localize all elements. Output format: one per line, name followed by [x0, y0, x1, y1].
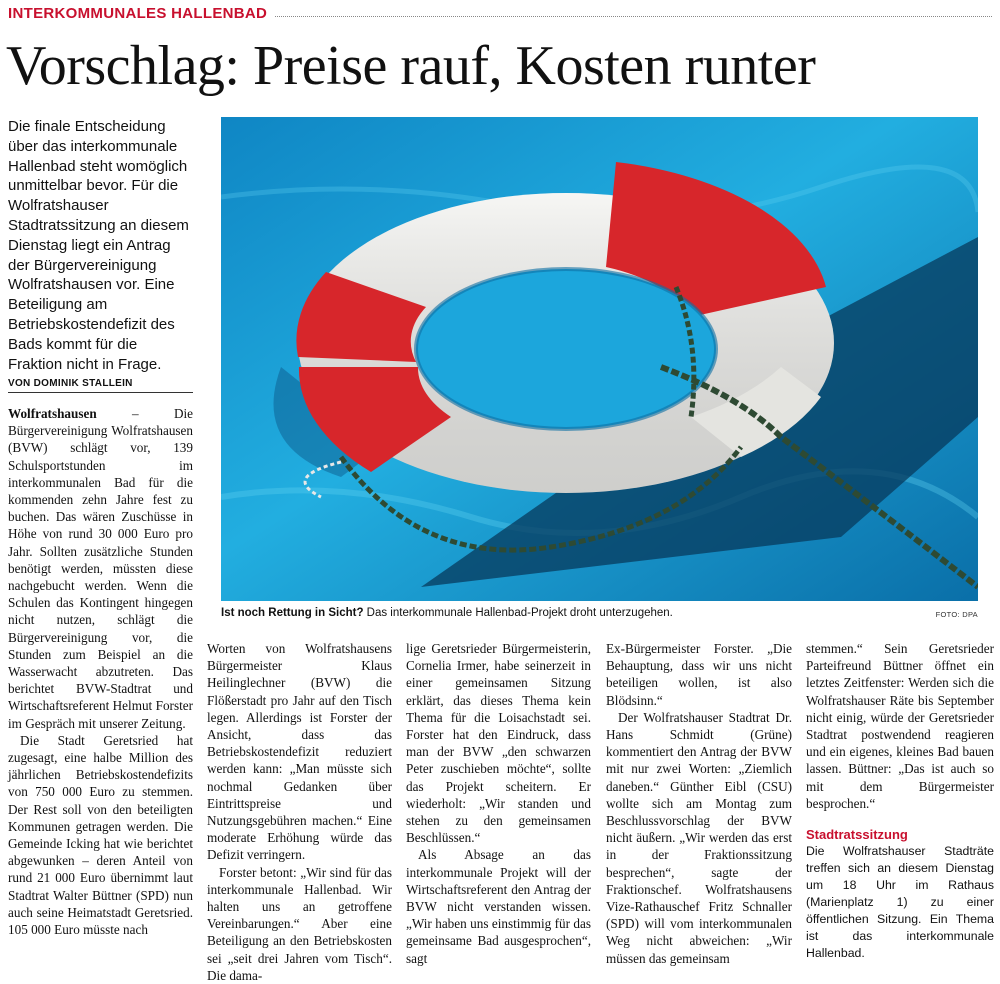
article-column-3 [406, 640, 591, 967]
infobox-heading: Stadtratssitzung [806, 827, 908, 843]
paragraph-1: – Die Bürgervereinigung Wolfratshausen (BVW) schlägt vor, 139 Schulsportstunden im interkommunalen Bad für die kommenden zehn Jahre fest zu buchen. Das wären Zuschüsse in Höhe von rund 30 000 Euro pro Jahr. Sollten zusätzliche Stunden benötigt werden, müssten diese nachgebucht werden. Wenn die Schulen das Kontingent hingegen nicht nutzen, schlägt die Bürgervereinigung vor, die Stunden zum Beispiel an die Wasserwacht abzutreten. Das berichtet BVW-Stadtrat und Wirtschaftsreferent Helmut Forster im Gespräch mit unserer Zeitung. [8, 406, 193, 731]
paragraph-6: Als Absage an das interkommunale Projekt will der Wirtschaftsreferent den Antrag der BVW nicht verstanden wissen. „Wir haben uns einstimmig für das gemeinsame Bad ausgesprochen“, sagt [406, 847, 591, 966]
article-column-4 [606, 640, 792, 967]
article-column-2 [207, 640, 392, 984]
paragraph-9: stemmen.“ Sein Geretsrieder Parteifreund Büttner öffnet ein letztes Zeitfenster: Werden sich die Wolfratshauser Räte bis September nicht einig, würde der Geretsrieder Stadtrat postwendend reagieren und ein eigenes, kleines Bad bauen lassen. Büttner: „Das ist auch so mit dem Bürgermeister besprochen.“ [806, 641, 994, 811]
paragraph-3: Worten von Wolfratshausens Bürgermeister Klaus Heilinglechner (BVW) die Flößerstadt pro Jahr auf den Tisch legen. Allerdings ist Forster der Ansicht, dass das Betriebskostendefizit reduziert werden kann: „Man müsste sich nochmal Gedanken über Eintrittspreise und Nutzungsgebühren machen.“ Eine moderate Erhöhung würde das Defizit verringern. [207, 641, 392, 863]
byline: VON DOMINIK STALLEIN [8, 378, 193, 393]
paragraph-8: Der Wolfratshauser Stadtrat Dr. Hans Schmidt (Grüne) kommentiert den Antrag der BVW mit nur zwei Worten: „Ziemlich daneben.“ Günther Eibl (CSU) wollte sich am Montag zum Beschlussvorschlag der BVW nicht äußern. „Wir werden das erst in der Fraktionssitzung besprechen“, sagte der Fraktionschef. Wolfratshausens Vize-Rathauschef Fritz Schnaller (SPD) will vom interkommunalen Weg nicht abweichen: „Wir müssen das gemeinsam [606, 709, 792, 966]
paragraph-4: Forster betont: „Wir sind für das interkommunale Hallenbad. Wir halten uns an getroffene Vereinbarungen.“ Aber eine Beteiligung an den Betriebskosten sei „seit drei Jahren vom Tisch“. Die dama- [207, 864, 392, 983]
caption-title: Ist noch Rettung in Sicht? [221, 607, 364, 619]
paragraph-2: Die Stadt Geretsried hat zugesagt, eine halbe Million des jährlichen Betriebskostendefizits von 750 000 Euro zu stemmen. Der Rest soll von den beteiligten Kommunen getragen werden. Die Gemeinde Icking hat wie berichtet abgewunken – deren Anteil von rund 21 000 Euro übernimmt laut Stadtrat Walter Büttner (SPD) nun auch seine Heimatstadt Geretsried. 105 000 Euro müsste nach [8, 732, 193, 938]
article-lead: Die finale Entscheidung über das interkommunale Hallenbad steht womöglich unmittelbar bevor. Für die Wolfratshauser Stadtratssitzung an diesem Dienstag liegt ein Antrag der Bürgervereinigung Wolfratshausen vor. Eine Beteiligung am Betriebskostendefizit des Bads kommt für die Fraktion nicht in Frage. [8, 118, 189, 373]
photo-credit: FOTO: DPA [935, 610, 978, 619]
paragraph-5: lige Geretsrieder Bürgermeisterin, Cornelia Irmer, habe seinerzeit in einer gemeinsamen Sitzung erklärt, das dieses Thema kein Thema für die Loisachstadt sei. Forster hat den Eindruck, dass man der BVW „den schwarzen Peter zuschieben möchte“, sollte das Projekt scheitern. Er wiederholt: „Wir standen und stehen zu den gemeinsamen Beschlüssen.“ [406, 641, 591, 846]
dateline: Wolfratshausen [8, 406, 97, 421]
headline: Vorschlag: Preise rauf, Kosten runter [6, 35, 816, 97]
kicker-label: INTERKOMMUNALES HALLENBAD [8, 5, 275, 22]
article-column-1 [8, 405, 193, 938]
infobox-text: Die Wolfratshauser Stadträte treffen sich an diesem Dienstag um 18 Uhr im Rathaus (Marienplatz 1) zu einer öffentlichen Sitzung. Ein Thema ist das interkommunale Hallenbad. [806, 844, 994, 961]
photo-caption [221, 607, 978, 619]
life-ring-image [221, 117, 978, 601]
paragraph-7: Ex-Bürgermeister Forster. „Die Behauptung, dass wir uns nicht beteiligen wollen, ist also Blödsinn.“ [606, 641, 792, 708]
section-kicker [8, 5, 1000, 27]
article-column-5 [806, 640, 994, 962]
caption-text: Das interkommunale Hallenbad-Projekt droht unterzugehen. [363, 607, 673, 619]
